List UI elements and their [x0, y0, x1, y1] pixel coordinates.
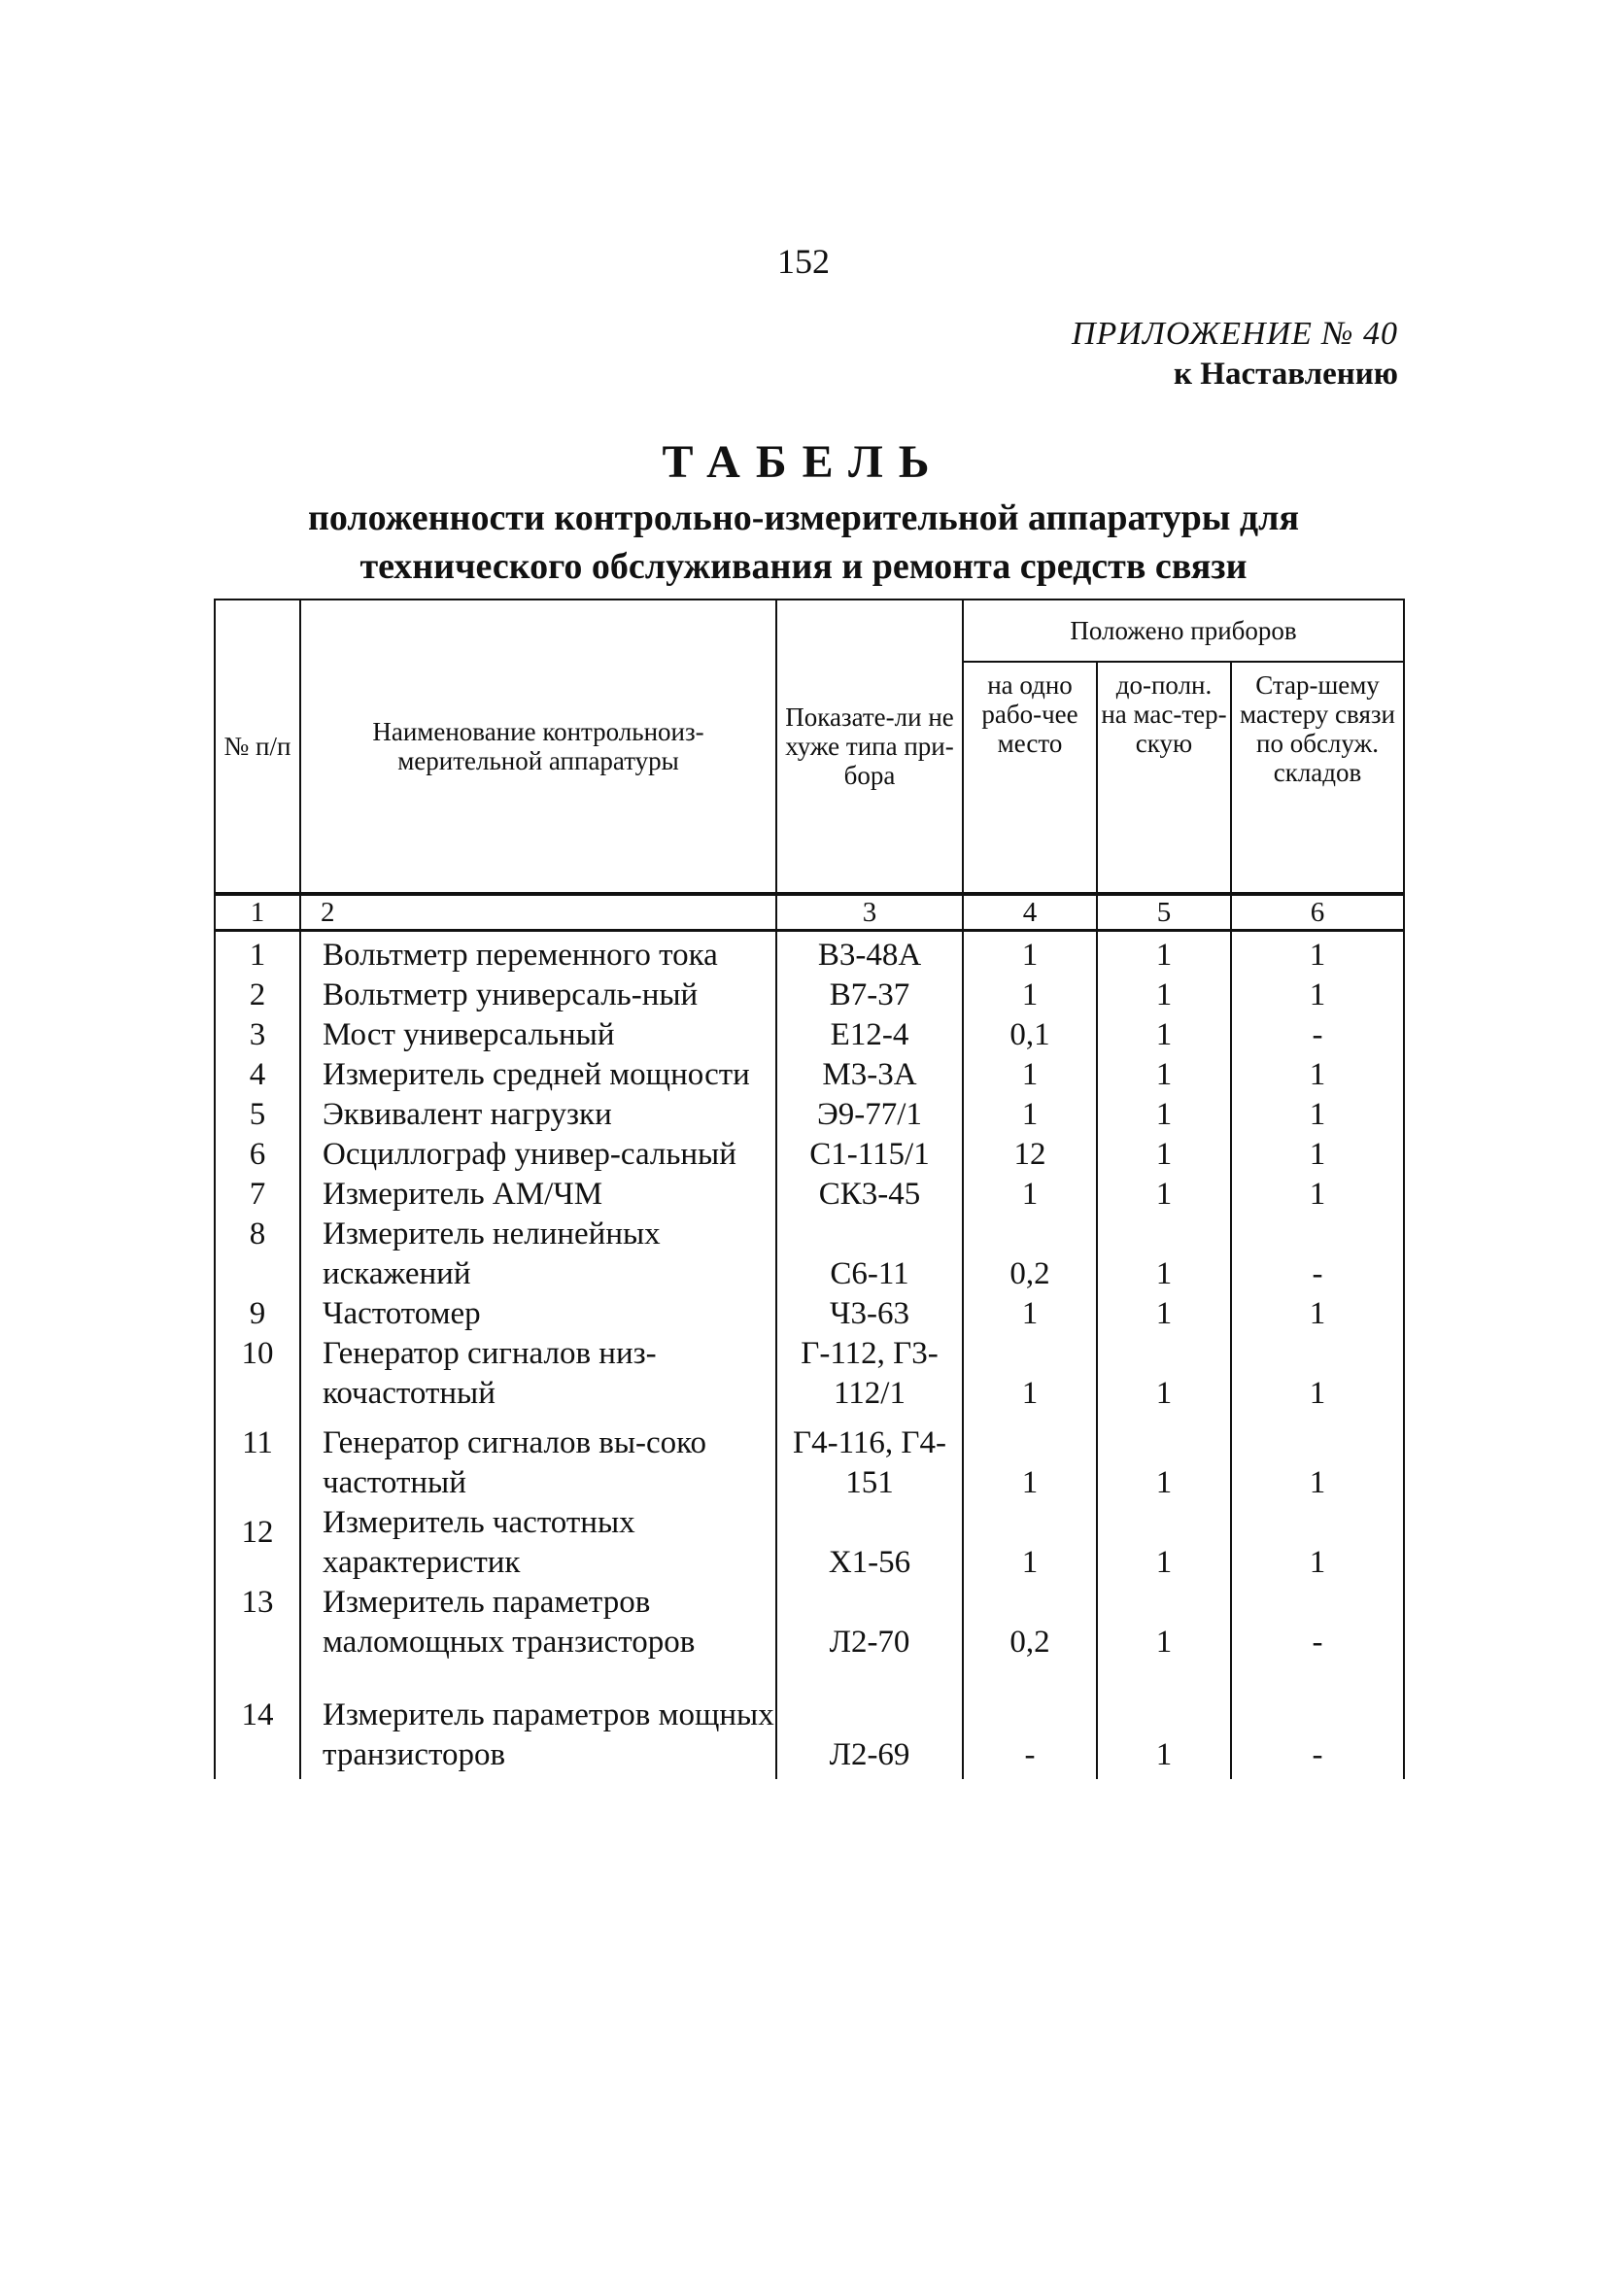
equipment-type: СК3-45 — [776, 1175, 963, 1215]
row-number: 4 — [215, 1055, 300, 1095]
qty-senior-master: - — [1231, 1662, 1404, 1779]
qty-senior-master: - — [1231, 1015, 1404, 1055]
equipment-name: Генератор сигналов вы-соко частотный — [300, 1414, 776, 1503]
row-number: 9 — [215, 1294, 300, 1334]
qty-extra-workshop: 1 — [1097, 1662, 1231, 1779]
qty-senior-master: 1 — [1231, 1055, 1404, 1095]
qty-per-workplace: 0,1 — [963, 1015, 1097, 1055]
qty-senior-master: - — [1231, 1583, 1404, 1662]
equipment-type: Х1-56 — [776, 1503, 963, 1583]
header-name: Наименование контрольноиз-мерительной аппаратуры — [300, 600, 776, 894]
equipment-type: В3-48А — [776, 931, 963, 977]
appendix-block — [1072, 316, 1398, 393]
equipment-type: М3-3А — [776, 1055, 963, 1095]
equipment-type: Г-112, Г3-112/1 — [776, 1334, 963, 1414]
equipment-name: Измеритель параметров маломощных транзисторов — [300, 1583, 776, 1662]
column-number: 3 — [776, 894, 963, 931]
row-number: 2 — [215, 976, 300, 1015]
header-senior-master: Стар-шему мастеру связи по обслуж. складов — [1231, 662, 1404, 894]
header-extra-workshop: до-полн. на мас-тер-скую — [1097, 662, 1231, 894]
qty-senior-master: 1 — [1231, 1503, 1404, 1583]
equipment-name: Измеритель нелинейных искажений — [300, 1215, 776, 1294]
equipment-type: В7-37 — [776, 976, 963, 1015]
column-number: 6 — [1231, 894, 1404, 931]
column-number-row — [215, 894, 1404, 931]
equipment-name: Вольтметр универсаль-ный — [300, 976, 776, 1015]
document-title: ТАБЕЛЬ — [662, 436, 945, 488]
column-number: 4 — [963, 894, 1097, 931]
document-subtitle-line-1: положенности контрольно-измерительной аппаратуры для — [307, 497, 1300, 538]
document-subtitle — [194, 494, 1413, 591]
header-per-workplace: на одно рабо-чее место — [963, 662, 1097, 894]
equipment-name: Измеритель параметров мощных транзисторов — [300, 1662, 776, 1779]
equipment-type: Е12-4 — [776, 1015, 963, 1055]
header-row-top — [215, 600, 1404, 662]
header-spec: Показате-ли не хуже типа при-бора — [776, 600, 963, 894]
equipment-type: Ч3-63 — [776, 1294, 963, 1334]
table-row — [215, 1294, 1404, 1334]
table-row — [215, 1583, 1404, 1662]
qty-per-workplace: 1 — [963, 1294, 1097, 1334]
qty-extra-workshop: 1 — [1097, 931, 1231, 977]
equipment-type: Л2-69 — [776, 1662, 963, 1779]
appendix-title: ПРИЛОЖЕНИЕ № 40 — [1071, 316, 1398, 352]
appendix-subtitle: к Наставлению — [1174, 357, 1398, 392]
qty-per-workplace: 1 — [963, 1503, 1097, 1583]
qty-senior-master: - — [1231, 1215, 1404, 1294]
equipment-type: С1-115/1 — [776, 1135, 963, 1175]
qty-per-workplace: 1 — [963, 976, 1097, 1015]
table-row — [215, 1135, 1404, 1175]
qty-extra-workshop: 1 — [1097, 1055, 1231, 1095]
qty-per-workplace: - — [963, 1662, 1097, 1779]
equipment-type: Л2-70 — [776, 1583, 963, 1662]
table-row — [215, 1662, 1404, 1779]
equipment-name: Измеритель частотных характеристик — [300, 1503, 776, 1583]
table-row — [215, 931, 1404, 977]
table-row — [215, 1015, 1404, 1055]
equipment-name: Эквивалент нагрузки — [300, 1095, 776, 1135]
equipment-type: Г4-116, Г4-151 — [776, 1414, 963, 1503]
row-number: 7 — [215, 1175, 300, 1215]
qty-senior-master: 1 — [1231, 1175, 1404, 1215]
column-number: 1 — [215, 894, 300, 931]
qty-extra-workshop: 1 — [1097, 1294, 1231, 1334]
qty-extra-workshop: 1 — [1097, 1215, 1231, 1294]
table-row — [215, 1055, 1404, 1095]
row-number: 10 — [215, 1334, 300, 1414]
qty-per-workplace: 1 — [963, 931, 1097, 977]
equipment-name: Вольтметр переменного тока — [300, 931, 776, 977]
qty-extra-workshop: 1 — [1097, 1175, 1231, 1215]
qty-extra-workshop: 1 — [1097, 1414, 1231, 1503]
row-number: 3 — [215, 1015, 300, 1055]
qty-per-workplace: 1 — [963, 1175, 1097, 1215]
table-row — [215, 1334, 1404, 1414]
table-row — [215, 1503, 1404, 1583]
qty-extra-workshop: 1 — [1097, 1135, 1231, 1175]
header-num: № п/п — [215, 600, 300, 894]
equipment-table — [214, 599, 1405, 1779]
qty-extra-workshop: 1 — [1097, 976, 1231, 1015]
document-subtitle-line-2: технического обслуживания и ремонта средств связи — [359, 546, 1248, 587]
qty-per-workplace: 1 — [963, 1334, 1097, 1414]
qty-senior-master: 1 — [1231, 931, 1404, 977]
table-row — [215, 1175, 1404, 1215]
equipment-type: С6-11 — [776, 1215, 963, 1294]
row-number: 11 — [215, 1414, 300, 1503]
qty-per-workplace: 0,2 — [963, 1215, 1097, 1294]
qty-extra-workshop: 1 — [1097, 1015, 1231, 1055]
qty-extra-workshop: 1 — [1097, 1334, 1231, 1414]
column-number: 2 — [300, 894, 776, 931]
row-number: 12 — [215, 1503, 300, 1583]
qty-per-workplace: 0,2 — [963, 1583, 1097, 1662]
qty-per-workplace: 1 — [963, 1414, 1097, 1503]
equipment-name: Генератор сигналов низ-кочастотный — [300, 1334, 776, 1414]
row-number: 8 — [215, 1215, 300, 1294]
row-number: 6 — [215, 1135, 300, 1175]
qty-extra-workshop: 1 — [1097, 1583, 1231, 1662]
header-group-allotted: Положено приборов — [963, 600, 1404, 662]
qty-senior-master: 1 — [1231, 1095, 1404, 1135]
table-row — [215, 1095, 1404, 1135]
table-row — [215, 1215, 1404, 1294]
row-number: 1 — [215, 931, 300, 977]
equipment-name: Измеритель АМ/ЧМ — [300, 1175, 776, 1215]
qty-senior-master: 1 — [1231, 1135, 1404, 1175]
equipment-name: Осциллограф универ-сальный — [300, 1135, 776, 1175]
table-row — [215, 976, 1404, 1015]
table-row — [215, 1414, 1404, 1503]
qty-extra-workshop: 1 — [1097, 1095, 1231, 1135]
row-number: 14 — [215, 1662, 300, 1779]
qty-per-workplace: 1 — [963, 1095, 1097, 1135]
equipment-type: Э9-77/1 — [776, 1095, 963, 1135]
equipment-name: Мост универсальный — [300, 1015, 776, 1055]
qty-senior-master: 1 — [1231, 1294, 1404, 1334]
page-number: 152 — [777, 242, 830, 281]
equipment-name: Частотомер — [300, 1294, 776, 1334]
qty-per-workplace: 12 — [963, 1135, 1097, 1175]
row-number: 13 — [215, 1583, 300, 1662]
qty-senior-master: 1 — [1231, 976, 1404, 1015]
row-number: 5 — [215, 1095, 300, 1135]
qty-senior-master: 1 — [1231, 1414, 1404, 1503]
qty-per-workplace: 1 — [963, 1055, 1097, 1095]
column-number: 5 — [1097, 894, 1231, 931]
equipment-name: Измеритель средней мощности — [300, 1055, 776, 1095]
qty-senior-master: 1 — [1231, 1334, 1404, 1414]
qty-extra-workshop: 1 — [1097, 1503, 1231, 1583]
